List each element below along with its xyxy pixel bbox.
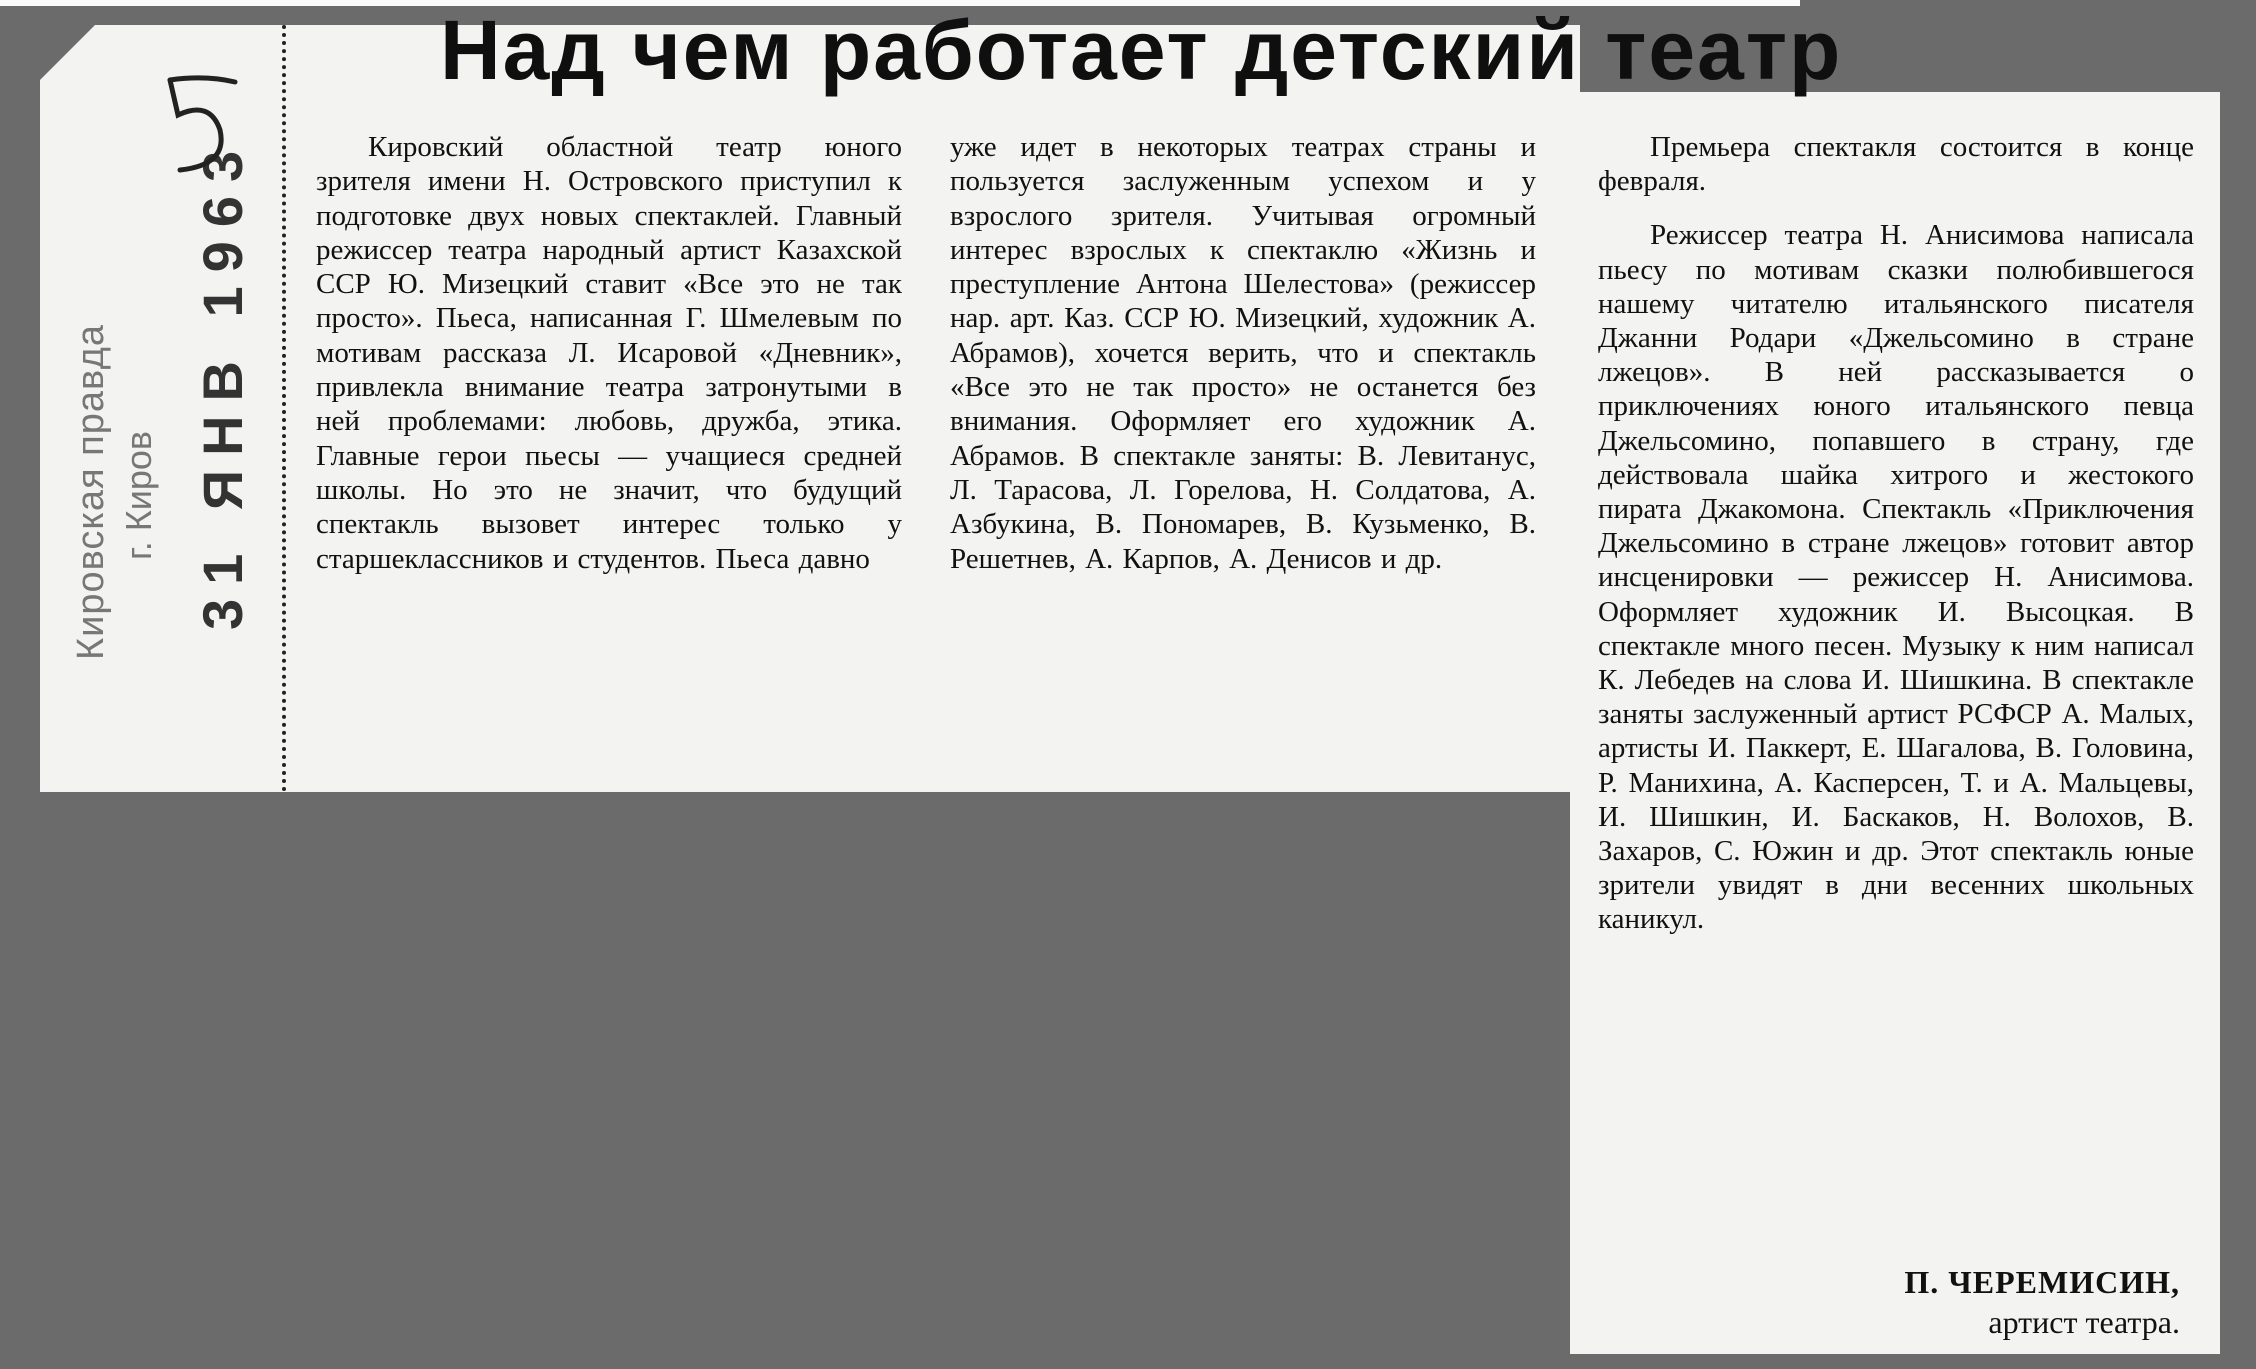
stamp-newspaper: Кировская правда (70, 323, 112, 660)
handwritten-mark (150, 70, 240, 180)
article-column-2 (950, 130, 1536, 576)
author-title: артист театра. (1988, 1304, 2180, 1340)
paragraph: уже идет в некоторых театрах страны и пользуется заслуженным успехом и у взрослого зрителя. Учитывая огромный интерес взрослых к спектаклю «Жизнь и преступление Антона Шелестова» (режиссер нар. арт. Каз. ССР Ю. Мизецкий, художник А. Абрамов), хочется верить, что и спектакль «Все это не так просто» не останется без внимания. Оформляет его художник А. Абрамов. В спектакле заняты: В. Левитанус, Л. Тарасова, Л. Горелова, Н. Солдатова, А. Азбукина, В. Пономарев, В. Кузьменко, В. Решетнев, А. Карпов, А. Денисов и др. (950, 131, 1536, 575)
author-name: П. ЧЕРЕМИСИН, (1904, 1264, 2180, 1300)
stamp-date: 31 ЯНВ 1963 (191, 136, 254, 630)
stamp-city: г. Киров (118, 431, 159, 560)
article-column-1 (316, 130, 902, 576)
column-rule (282, 25, 286, 792)
headline: Над чем работает детский театр (440, 3, 1843, 97)
paragraph: Кировский областной театр юного зрителя имени Н. Островского приступил к подготовке двух новых спектаклей. Главный режиссер театра народный артист Казахской ССР Ю. Мизецкий ставит «Все это не так просто». Пьеса, написанная Г. Шмелевым по мотивам рассказа Л. Исаровой «Дневник», привлекла внимание театра затронутыми в ней проблемами: любовь, дружба, этика. Главные герои пьесы — учащиеся средней школы. Но это не значит, что будущий спектакль вызовет интерес только у старшеклассников и студентов. Пьеса давно (316, 131, 902, 575)
paragraph: Премьера спектакля состоится в конце февраля. (1598, 131, 2194, 198)
clipping-cut-corner (40, 25, 95, 80)
article-column-3 (1598, 130, 2194, 937)
signature (1780, 1262, 2180, 1342)
paragraph: Режиссер театра Н. Анисимова написала пьесу по мотивам сказки полюбившегося нашему читателю итальянского писателя Джанни Родари «Джельсомино в стране лжецов». В ней рассказывается о приключениях юного итальянского певца Джельсомино, попавшего в страну, где действовала шайка хитрого и жестокого пирата Джакомона. Спектакль «Приключения Джельсомино в стране лжецов» готовит автор инсценировки — режиссер Н. Анисимова. Оформляет художник И. Высоцкая. В спектакле много песен. Музыку к ним написал К. Лебедев на слова И. Шишкина. В спектакле заняты заслуженный артист РСФСР А. Малых, артисты И. Паккерт, Е. Шагалова, В. Головина, Р. Манихина, А. Касперсен, Т. и А. Мальцевы, И. Шишкин, И. Баскаков, Н. Волохов, В. Захаров, С. Южин и др. Этот спектакль юные зрители увидят в дни весенних школьных каникул. (1598, 219, 2194, 936)
